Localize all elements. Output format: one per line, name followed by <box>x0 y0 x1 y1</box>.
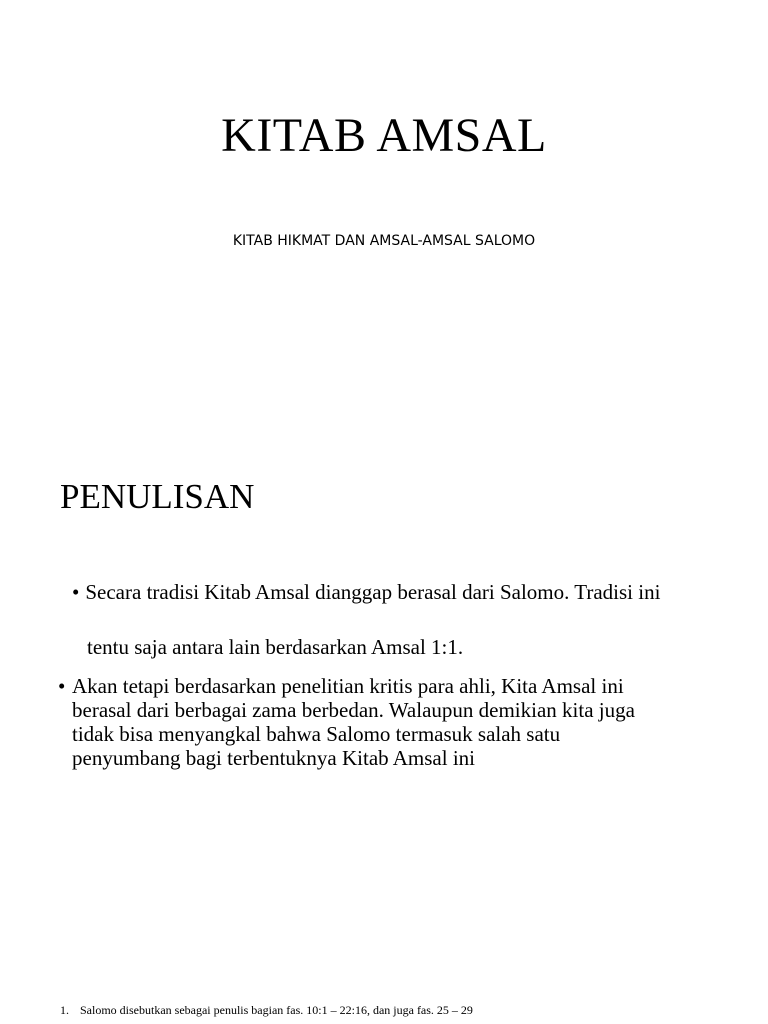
bullet-2-line-1: Akan tetapi berdasarkan penelitian kritis para ahli, Kita Amsal ini <box>72 674 624 698</box>
bullet-1-continuation <box>87 635 727 659</box>
page-subtitle: KITAB HIKMAT DAN AMSAL-AMSAL SALOMO <box>232 233 536 249</box>
bullet-2-line-4: penyumbang bagi terbentuknya Kitab Amsal ini <box>72 746 475 770</box>
bullet-item-1 <box>72 580 722 604</box>
footnote-text: Salomo disebutkan sebagai penulis bagian fas. 10:1 – 22:16, dan juga fas. 25 – 29 <box>80 1003 473 1017</box>
bullet-1-line-1: Secara tradisi Kitab Amsal dianggap berasal dari Salomo. Tradisi ini <box>85 580 661 604</box>
bullet-glyph: • <box>72 580 80 604</box>
bullet-2-text <box>58 674 718 770</box>
bullet-1-line-2: tentu saja antara lain berdasarkan Amsal 1:1. <box>87 635 464 659</box>
bullet-glyph: • <box>58 674 66 698</box>
page-title: KITAB AMSAL <box>221 109 547 162</box>
bullet-2-line-2: berasal dari berbagai zama berbedan. Walaupun demikian kita juga <box>72 698 635 722</box>
footnote-number: 1. <box>60 1003 69 1017</box>
footnote <box>60 1002 760 1018</box>
section-heading: PENULISAN <box>60 477 255 516</box>
bullet-2-line-3: tidak bisa menyangkal bahwa Salomo termasuk salah satu <box>72 722 561 746</box>
bullet-item-2 <box>58 674 718 770</box>
